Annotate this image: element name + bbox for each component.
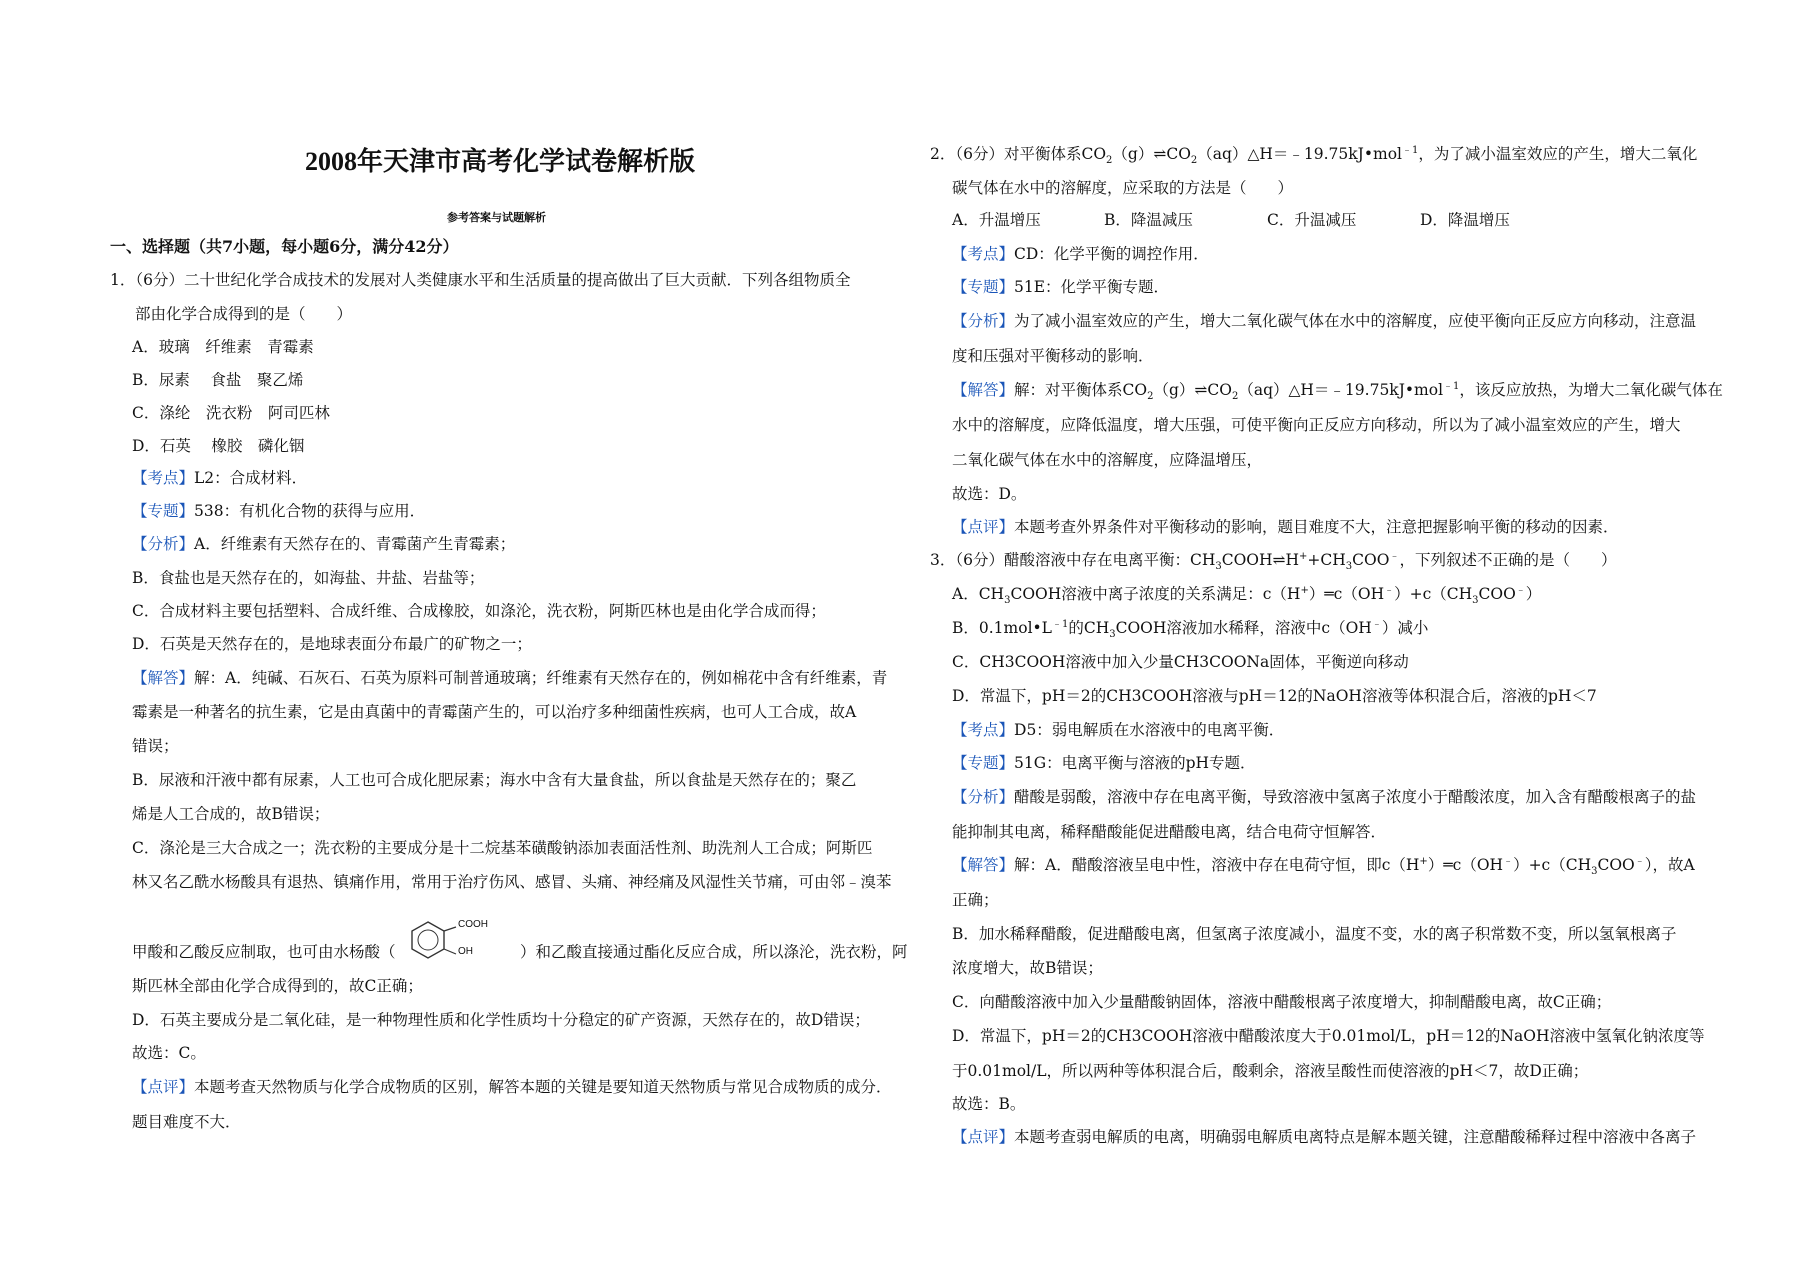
q1-dianping-tag: 【点评】: [132, 1078, 195, 1096]
q1-stem-line1: 1．（6分）二十世纪化学合成技术的发展对人类健康水平和生活质量的提高做出了巨大贡献．下列各组物质全: [110, 271, 851, 289]
q3-fenxi: [952, 787, 1696, 807]
section-heading: 一、选择题（共7小题，每小题6分，满分42分）: [110, 237, 459, 256]
q1-kaodian-tag: 【考点】: [132, 469, 195, 487]
q1-jieda-text: 解：A．纯碱、石灰石、石英为原料可制普通玻璃；纤维素有天然存在的，例如棉花中含有纤维素，青: [194, 669, 888, 687]
q2-kaodian-text: CD：化学平衡的调控作用．: [1014, 245, 1209, 263]
q1-fenxi: [132, 534, 515, 554]
q3-jieda-line7: 于0.01mol/L，所以两种等体积混合后，酸剩余，溶液呈酸性而使溶液的pH＜7，故D正确；: [952, 1062, 1589, 1080]
q3-jieda-line6: D．常温下，pH＝2的CH3COOH溶液中醋酸浓度大于0.01mol/L，pH＝12的NaOH溶液中氢氧化钠浓度等: [952, 1027, 1705, 1045]
page-title: 2008年天津市高考化学试卷解析版: [305, 147, 696, 176]
q2-dianping: [952, 517, 1619, 537]
q1-jieda-line5: 烯是人工合成的，故B错误；: [132, 805, 330, 823]
q1-jieda-line9: 斯匹林全部由化学合成得到的，故C正确；: [132, 977, 423, 995]
q3-fenxi-tag: 【分析】: [952, 788, 1015, 806]
q2-kaodian: [952, 244, 1209, 264]
q1-jieda-line8-end: ）和乙酸直接通过酯化反应合成，所以涤沦，洗衣粉，阿: [520, 943, 908, 961]
q2-dianping-text: 本题考查外界条件对平衡移动的影响，题目难度不大，注意把握影响平衡的移动的因素．: [1014, 518, 1619, 536]
cooh-label: COOH: [458, 919, 488, 930]
q2-zhuanti-tag: 【专题】: [952, 278, 1015, 296]
q3-jieda-line5: C．向醋酸溶液中加入少量醋酸钠固体，溶液中醋酸根离子浓度增大，抑制醋酸电离，故C正确；: [952, 993, 1612, 1011]
q1-option-c: C．涤纶 洗衣粉 阿司匹林: [132, 404, 330, 422]
q2-stem-line1: 2．（6分）对平衡体系$CO_2(g)\rightleftharpoons CO_2(aq)\triangle H=﹣19.75kJ•mol^{﹣1}$，为了减小温室效应的产生，增大二氧化: [930, 144, 1698, 167]
q2-option-d: D．降温增压: [1420, 211, 1510, 229]
q3-zhuanti-text: 51G：电离平衡与溶液的pH专题．: [1014, 754, 1256, 772]
q1-jieda-tag: 【解答】: [132, 669, 195, 687]
q3-zhuanti-tag: 【专题】: [952, 754, 1015, 772]
q3-jieda-line2: 正确；: [952, 891, 999, 909]
q1-option-d: D．石英 橡胶 磷化铟: [132, 437, 305, 455]
q3-dianping-text: 本题考查弱电解质的电离，明确弱电解质电离特点是解本题关键，注意醋酸稀释过程中溶液中各离子: [1014, 1128, 1697, 1146]
q1-zhuanti-text: 538：有机化合物的获得与应用．: [194, 502, 426, 520]
q2-option-b: B．降温减压: [1104, 211, 1193, 229]
q1-jieda-line10: D．石英主要成分是二氧化硅，是一种物理性质和化学性质均十分稳定的矿产资源，天然存在的，故D错误；: [132, 1011, 870, 1029]
benzene-ring-icon: [400, 918, 510, 964]
q1-stem-line2: 部由化学合成得到的是（ ）: [135, 305, 353, 323]
q2-option-c: C．升温减压: [1267, 211, 1357, 229]
q2-dianping-tag: 【点评】: [952, 518, 1015, 536]
q3-zhuanti: [952, 753, 1256, 773]
page-subtitle: 参考答案与试题解析: [447, 211, 546, 224]
q3-jieda-line3: B．加水稀释醋酸，促进醋酸电离，但氢离子浓度减小，温度不变，水的离子积常数不变，所以氢氧根离子: [952, 925, 1677, 943]
q3-kaodian-text: D5：弱电解质在水溶液中的电离平衡．: [1014, 721, 1285, 739]
q1-fenxi-text: A．纤维素有天然存在的、青霉菌产生青霉素；: [194, 535, 516, 553]
q1-jieda-line2: 霉素是一种著名的抗生素，它是由真菌中的青霉菌产生的，可以治疗多种细菌性疾病，也可人工合成，故A: [132, 703, 857, 721]
q2-jieda-line3: 二氧化碳气体在水中的溶解度，应降温增压，: [952, 451, 1263, 469]
q1-dianping: [132, 1077, 892, 1097]
oh-label: OH: [458, 946, 473, 957]
q1-fenxi-line2: B．食盐也是天然存在的，如海盐、井盐、岩盐等；: [132, 569, 485, 587]
q3-fenxi-text: 醋酸是弱酸，溶液中存在电离平衡，导致溶液中氢离子浓度小于醋酸浓度，加入含有醋酸根离子的盐: [1014, 788, 1697, 806]
q2-jieda: 【解答】解：对平衡体系$CO_2(g)\rightleftharpoons CO_2(aq)\triangle H=﹣19.75kJ•mol^{﹣1}$，该反应放热，为增大二氧化碳气体在: [952, 380, 1723, 403]
q1-kaodian: [132, 468, 307, 488]
q1-fenxi-tag: 【分析】: [132, 535, 195, 553]
q1-fenxi-line3: C．合成材料主要包括塑料、合成纤维、合成橡胶，如涤沦，洗衣粉，阿斯匹林也是由化学合成而得；: [132, 602, 826, 620]
q1-jieda-line4: B．尿液和汗液中都有尿素，人工也可合成化肥尿素；海水中含有大量食盐，所以食盐是天然存在的；聚乙: [132, 771, 857, 789]
q1-option-b: B．尿素 食盐 聚乙烯: [132, 371, 304, 389]
q1-jieda-line7: 林又名乙酰水杨酸具有退热、镇痛作用，常用于治疗伤风、感冒、头痛、神经痛及风湿性关节痛，可由邻﹣溴苯: [132, 873, 892, 891]
q1-jieda-line6: C．涤沦是三大合成之一；洗衣粉的主要成分是十二烷基苯磺酸钠添加表面活性剂、助洗剂人工合成；阿斯匹: [132, 839, 873, 857]
q1-fenxi-line4: D．石英是天然存在的，是地球表面分布最广的矿物之一；: [132, 635, 532, 653]
q3-fenxi-line2: 能抑制其电离，稀释醋酸能促进醋酸电离，结合电荷守恒解答．: [952, 823, 1387, 841]
q1-zhuanti: [132, 501, 425, 521]
q2-kaodian-tag: 【考点】: [952, 245, 1015, 263]
q2-zhuanti-text: 51E：化学平衡专题．: [1014, 278, 1170, 296]
q3-dianping-tag: 【点评】: [952, 1128, 1015, 1146]
q3-option-b: B．$0.1mol•L^{﹣1}$的$CH_3COOH$溶液加水稀释，溶液中c（OH﹣）减小: [952, 618, 1429, 641]
q3-jieda-line8: 故选：B。: [952, 1095, 1026, 1113]
q1-option-a: A．玻璃 纤维素 青霉素: [132, 338, 314, 356]
q3-stem-line1: 3．（6分）醋酸溶液中存在电离平衡：$CH_3COOH\rightleftharpoons H^++CH_3COO^﹣$，下列叙述不正确的是（ ）: [930, 550, 1617, 573]
salicylic-acid-structure: [400, 918, 510, 964]
q2-fenxi: [952, 311, 1696, 331]
q3-jieda-tag: 【解答】: [952, 856, 1015, 874]
q2-jieda-tag: 【解答】: [952, 381, 1015, 399]
q1-jieda: [132, 668, 887, 688]
q1-jieda-line11: 故选：C。: [132, 1044, 206, 1062]
q3-jieda-line4: 浓度增大，故B错误；: [952, 959, 1103, 977]
q1-jieda-line3: 错误；: [132, 737, 179, 755]
q2-option-a: A．升温增压: [952, 211, 1041, 229]
q3-dianping: [952, 1127, 1696, 1147]
q1-dianping-line2: 题目难度不大．: [132, 1113, 241, 1131]
q2-fenxi-line2: 度和压强对平衡移动的影响．: [952, 347, 1154, 365]
q1-jieda-line8-start: 甲酸和乙酸反应制取，也可由水杨酸（: [132, 943, 396, 961]
q2-zhuanti: [952, 277, 1169, 297]
q2-fenxi-tag: 【分析】: [952, 312, 1015, 330]
q2-stem-line2: 碳气体在水中的溶解度，应采取的方法是（ ）: [952, 179, 1294, 197]
q1-dianping-text: 本题考查天然物质与化学合成物质的区别，解答本题的关键是要知道天然物质与常见合成物质的成分．: [194, 1078, 892, 1096]
q3-jieda: 【解答】解：A．醋酸溶液呈电中性，溶液中存在电荷守恒，即$c(H^+)═c(OH^﹣)+c(CH_3COO^﹣)$，故A: [952, 855, 1695, 878]
q2-fenxi-text: 为了减小温室效应的产生，增大二氧化碳气体在水中的溶解度，应使平衡向正反应方向移动，注意温: [1014, 312, 1697, 330]
q3-option-c: C．CH3COOH溶液中加入少量CH3COONa固体，平衡逆向移动: [952, 653, 1409, 671]
q2-jieda-line4: 故选：D。: [952, 485, 1027, 503]
q3-option-a: A．$CH_3COOH$溶液中离子浓度的关系满足：$c(H^+)═c(OH^﹣)+c(CH_3COO^﹣)$: [952, 584, 1542, 607]
q3-kaodian-tag: 【考点】: [952, 721, 1015, 739]
q2-jieda-line2: 水中的溶解度，应降低温度，增大压强，可使平衡向正反应方向移动，所以为了减小温室效应的产生，增大: [952, 416, 1681, 434]
q3-option-d: D．常温下，pH＝2的CH3COOH溶液与pH＝12的NaOH溶液等体积混合后，溶液的pH＜7: [952, 687, 1597, 705]
q3-kaodian: [952, 720, 1284, 740]
q1-zhuanti-tag: 【专题】: [132, 502, 195, 520]
q1-kaodian-text: L2：合成材料．: [194, 469, 308, 487]
